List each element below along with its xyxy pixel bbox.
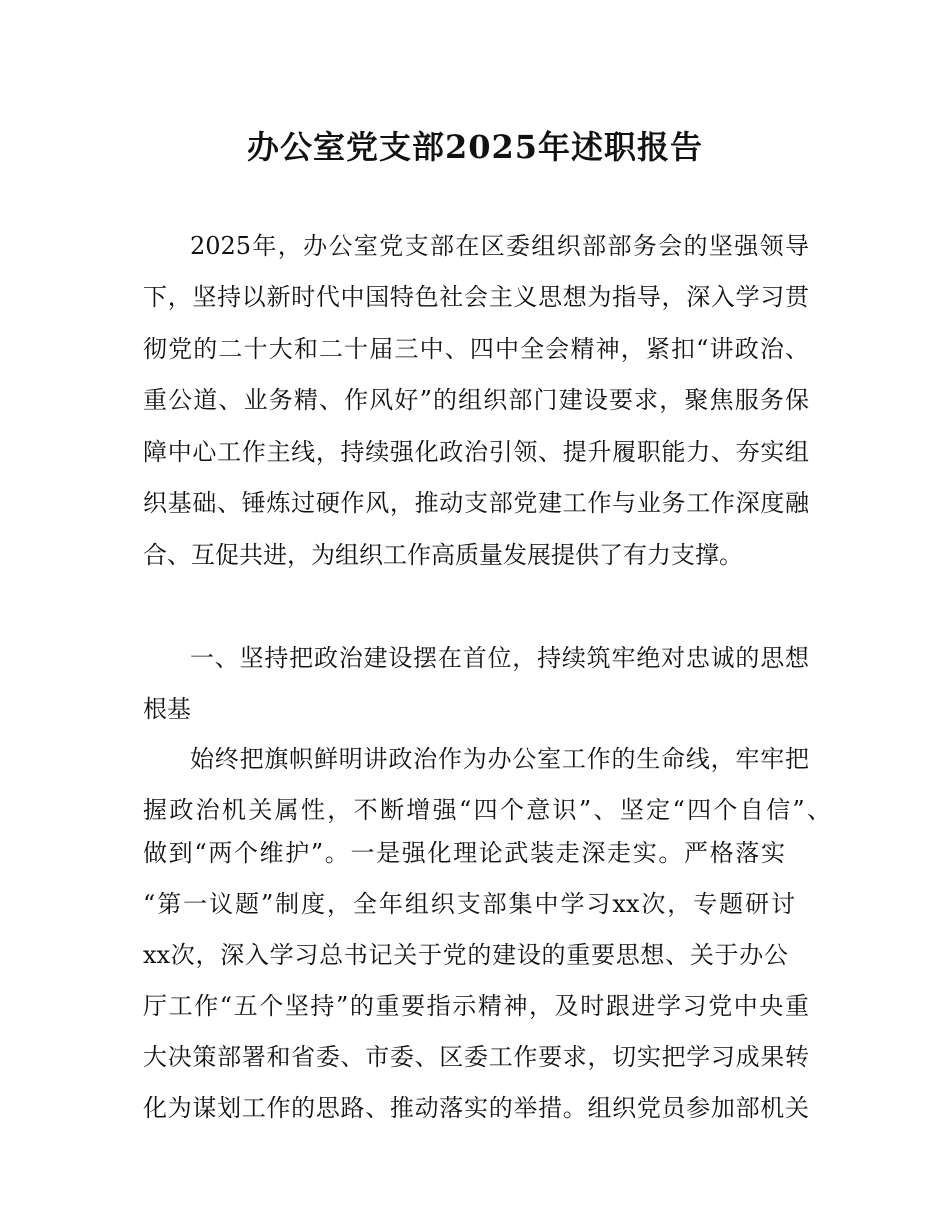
text-line: 握政治机关属性，不断增强“四个意识”、坚定“四个自信”、 [143, 796, 831, 824]
text-line: 大决策部署和省委、市委、区委工作要求，切实把学习成果转 [143, 1043, 809, 1071]
text-line: 彻党的二十大和二十届三中、四中全会精神，紧扣“讲政治、 [143, 335, 809, 363]
text-line: 厅工作“五个坚持”的重要指示精神，及时跟进学习党中央重 [143, 992, 809, 1020]
text-line: 始终把旗帜鲜明讲政治作为办公室工作的生命线，牢牢把 [190, 745, 809, 773]
text-line: 织基础、锤炼过硬作风，推动支部党建工作与业务工作深度融 [143, 489, 809, 517]
heading-line: 根基 [143, 695, 191, 723]
text-line: 做到“两个维护”。一是强化理论武装走深走实。严格落实 [143, 839, 785, 867]
text-line: 重公道、业务精、作风好”的组织部门建设要求，聚焦服务保 [143, 386, 809, 414]
text-line: 下，坚持以新时代中国特色社会主义思想为指导，深入学习贯 [143, 283, 809, 311]
text-line: 合、互促共进，为组织工作高质量发展提供了有力支撑。 [143, 541, 743, 569]
text-line: xx次，深入学习总书记关于党的建设的重要思想、关于办公 [143, 941, 788, 969]
text-line: 化为谋划工作的思路、推动落实的举措。组织党员参加部机关 [143, 1094, 809, 1122]
text-line: “第一议题”制度，全年组织支部集中学习xx次，专题研讨 [143, 890, 795, 918]
heading-line: 一、坚持把政治建设摆在首位，持续筑牢绝对忠诚的思想 [190, 644, 809, 672]
text-line: 2025年，办公室党支部在区委组织部部务会的坚强领导 [190, 232, 809, 260]
document-title: 办公室党支部2025年述职报告 [246, 128, 704, 166]
text-line: 障中心工作主线，持续强化政治引领、提升履职能力、夯实组 [143, 438, 809, 466]
